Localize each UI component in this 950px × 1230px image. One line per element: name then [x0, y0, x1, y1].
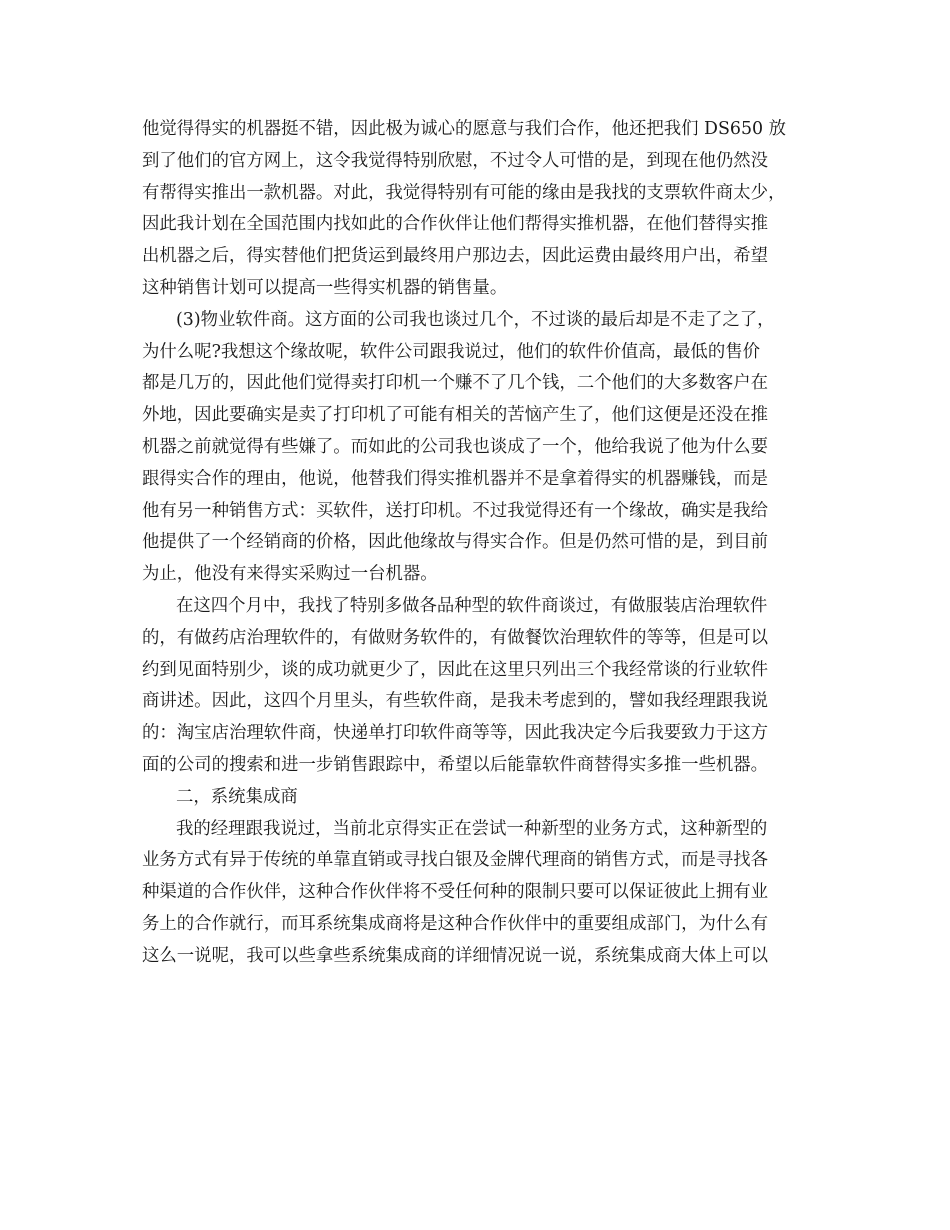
text-line: 种渠道的合作伙伴，这种合作伙伴将不受任何种的限制只要可以保证彼此上拥有业	[142, 882, 769, 903]
text-line: 我的经理跟我说过，当前北京得实正在尝试一种新型的业务方式，这种新型的	[176, 818, 768, 839]
text-line: (3)物业软件商。这方面的公司我也谈过几个，不过谈的最后却是不走了之了，	[176, 309, 775, 330]
text-line: 在这四个月中，我找了特别多做各品种型的软件商谈过，有做服装店治理软件	[176, 595, 768, 616]
text-line: 面的公司的搜索和进一步销售跟踪中，希望以后能靠软件商替得实多推一些机器。	[142, 754, 769, 775]
text-line: 为什么呢?我想这个缘故呢，软件公司跟我说过，他们的软件价值高，最低的售价	[142, 341, 760, 362]
text-line: 他提供了一个经销商的价格，因此他缘故与得实合作。但是仍然可惜的是，到目前	[142, 532, 769, 553]
text-line: 务上的合作就行，而耳系统集成商将是这种合作伙伴中的重要组成部门，为什么有	[142, 913, 769, 934]
text-line: 的：淘宝店治理软件商，快递单打印软件商等等，因此我决定今后我要致力于这方	[142, 723, 769, 744]
text-line: 外地，因此要确实是卖了打印机了可能有相关的苦恼产生了，他们这便是还没在推	[142, 405, 769, 426]
text-line: 有帮得实推出一款机器。对此，我觉得特别有可能的缘由是我找的支票软件商太少，	[142, 182, 786, 203]
text-line: 他有另一种销售方式：买软件，送打印机。不过我觉得还有一个缘故，确实是我给	[142, 500, 769, 521]
text-line: 的，有做药店治理软件的，有做财务软件的，有做餐饮治理软件的等等，但是可以	[142, 627, 769, 648]
text-line: 业务方式有异于传统的单靠直销或寻找白银及金牌代理商的销售方式，而是寻找各	[142, 850, 769, 871]
text-line: 这么一说呢，我可以些拿些系统集成商的详细情况说一说，系统集成商大体上可以	[142, 945, 769, 966]
text-line: 商讲述。因此，这四个月里头，有些软件商，是我未考虑到的，譬如我经理跟我说	[142, 691, 769, 712]
text-line: 为止，他没有来得实采购过一台机器。	[142, 564, 438, 585]
text-line: 约到见面特别少，谈的成功就更少了，因此在这里只列出三个我经常谈的行业软件	[142, 659, 769, 680]
text-line: 出机器之后，得实替他们把货运到最终用户那边去，因此运费由最终用户出，希望	[142, 246, 769, 267]
text-line: 到了他们的官方网上，这令我觉得特别欣慰，不过令人可惜的是，到现在他仍然没	[142, 150, 769, 171]
text-line: 跟得实合作的理由，他说，他替我们得实推机器并不是拿着得实的机器赚钱，而是	[142, 468, 769, 489]
text-line: 他觉得得实的机器挺不错，因此极为诚心的愿意与我们合作，他还把我们 DS650 放	[142, 119, 787, 139]
text-line: 都是几万的，因此他们觉得卖打印机一个赚不了几个钱，二个他们的大多数客户在	[142, 373, 769, 394]
text-line: 因此我计划在全国范围内找如此的合作伙伴让他们帮得实推机器，在他们替得实推	[142, 214, 769, 235]
text-line: 这种销售计划可以提高一些得实机器的销售量。	[142, 277, 508, 298]
text-line: 二，系统集成商	[176, 786, 298, 807]
text-line: 机器之前就觉得有些嫌了。而如此的公司我也谈成了一个，他给我说了他为什么要	[142, 436, 769, 457]
body-text	[142, 114, 822, 973]
